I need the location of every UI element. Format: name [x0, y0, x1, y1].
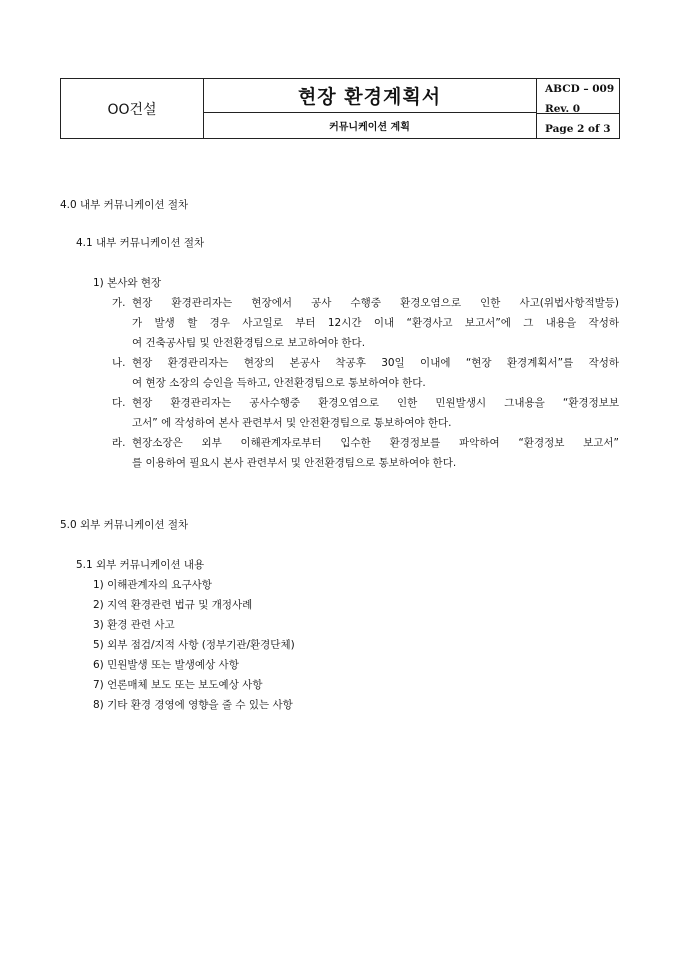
list-item-label: 다. — [112, 397, 126, 409]
list-item-label: 라. — [112, 437, 126, 449]
section-heading: 5.0 외부 커뮤니케이션 절차 — [60, 519, 189, 531]
paragraph-line: 현장 환경관리자는 현장의 본공사 착공후 30일 이내에 “현장 환경계획서”를 작성하 — [132, 357, 619, 369]
list-item: 6) 민원발생 또는 발생예상 사항 — [93, 659, 239, 671]
subsection-heading: 4.1 내부 커뮤니케이션 절차 — [76, 237, 205, 249]
paragraph-line: 현장소장은 외부 이해관계자로부터 입수한 환경정보를 파악하여 “환경정보 보고서” — [132, 437, 619, 449]
meta-divider — [537, 113, 619, 114]
document-meta — [537, 79, 619, 138]
paragraph-line: 고서” 에 작성하여 본사 관련부서 및 안전환경팀으로 통보하여야 한다. — [132, 417, 452, 429]
list-item: 3) 환경 관련 사고 — [93, 619, 175, 631]
list-item: 8) 기타 환경 경영에 영향을 줄 수 있는 사항 — [93, 699, 293, 711]
header-table — [60, 78, 620, 139]
document-subtitle: 커뮤니케이션 계획 — [203, 113, 537, 138]
revision: Rev. 0 — [545, 103, 581, 115]
document-title: 현장 환경계획서 — [203, 79, 537, 113]
section-heading: 4.0 내부 커뮤니케이션 절차 — [60, 199, 189, 211]
item-heading: 1) 본사와 현장 — [93, 277, 162, 289]
list-item: 2) 지역 환경관련 법규 및 개정사례 — [93, 599, 253, 611]
paragraph-line: 현장 환경관리자는 현장에서 공사 수행중 환경오염으로 인한 사고(위법사항적발등) — [132, 297, 619, 309]
paragraph-line: 여 현장 소장의 승인을 득하고, 안전환경팀으로 통보하여야 한다. — [132, 377, 426, 389]
paragraph-line: 여 건축공사팀 및 안전환경팀으로 보고하여야 한다. — [132, 337, 366, 349]
list-item-label: 가. — [112, 297, 126, 309]
list-item: 1) 이해관계자의 요구사항 — [93, 579, 212, 591]
paragraph-line: 가 발생 할 경우 사고일로 부터 12시간 이내 “환경사고 보고서”에 그 내용을 작성하 — [132, 317, 619, 329]
paragraph-line: 를 이용하여 필요시 본사 관련부서 및 안전환경팀으로 통보하여야 한다. — [132, 457, 457, 469]
company-name: OO건설 — [61, 79, 204, 138]
doc-number: ABCD – 009 — [545, 83, 615, 95]
list-item-label: 나. — [112, 357, 126, 369]
page-number: Page 2 of 3 — [545, 123, 611, 135]
subsection-heading: 5.1 외부 커뮤니케이션 내용 — [76, 559, 205, 571]
list-item: 5) 외부 점검/지적 사항 (정부기관/환경단체) — [93, 639, 295, 651]
paragraph-line: 현장 환경관리자는 공사수행중 환경오염으로 인한 민원발생시 그내용을 “환경정보보 — [132, 397, 619, 409]
list-item: 7) 언론매체 보도 또는 보도예상 사항 — [93, 679, 263, 691]
